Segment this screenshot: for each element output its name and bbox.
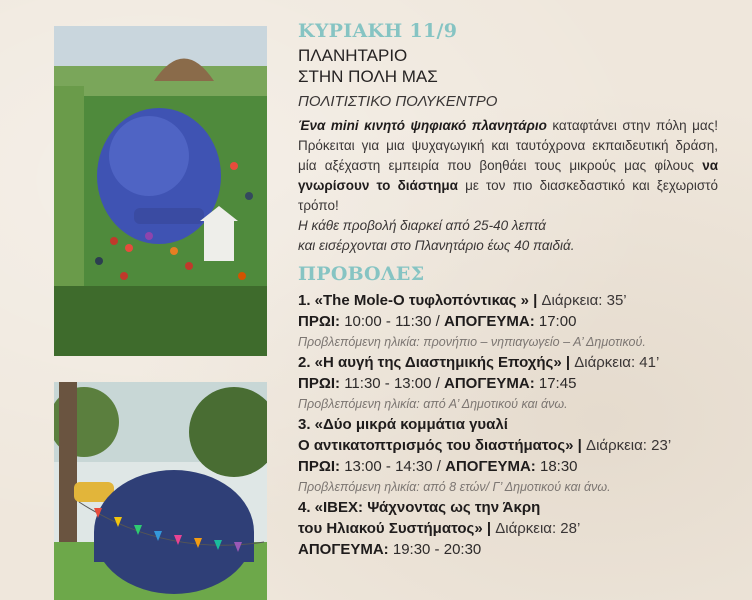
intro-text: καταφτάνει στην πόλη μας! Πρόκειται για μια ψυχαγωγική και ταυτόχρονα εκπαιδευτική δράση, μία αξέχαστη εμπειρία που βοηθάει τους μικρούς μας φίλους xyxy=(298,118,718,173)
planetarium-dome-photo xyxy=(54,382,267,600)
time-separator: / xyxy=(432,458,446,475)
screening-duration: Διάρκεια: 35’ xyxy=(541,292,627,309)
screening-item xyxy=(298,414,718,497)
screening-duration: Διάρκεια: 41’ xyxy=(574,354,660,371)
evening-time: 17:00 xyxy=(534,313,577,330)
screening-times xyxy=(298,456,718,477)
screening-age: Προβλεπόμενη ηλικία: από Α’ Δημοτικού και άνω. xyxy=(298,397,568,411)
planetarium-dome-illustration xyxy=(54,382,267,600)
screening-age: Προβλεπόμενη ηλικία: προνήπιο – νηπιαγωγείο – Α’ Δημοτικού. xyxy=(298,335,646,349)
screening-title: 3. «Δύο μικρά κομμάτια γυαλί xyxy=(298,416,508,433)
planetarium-aerial-illustration xyxy=(54,26,267,356)
evening-label: ΑΠΟΓΕΥΜΑ: xyxy=(444,375,535,392)
screening-title-line xyxy=(298,497,718,518)
intro-capacity-note: και εισέρχονται στο Πλανητάριο έως 40 παιδιά. xyxy=(298,238,575,253)
title-separator: | xyxy=(528,292,542,309)
screening-age: Προβλεπόμενη ηλικία: από 8 ετών/ Γ’ Δημοτικού και άνω. xyxy=(298,480,611,494)
evening-time: 19:30 - 20:30 xyxy=(388,541,482,558)
screening-title: 2. «Η αυγή της Διαστημικής Εποχής» xyxy=(298,354,562,371)
screening-times xyxy=(298,373,718,394)
event-description xyxy=(298,116,718,256)
screening-item xyxy=(298,352,718,414)
screening-times xyxy=(298,311,718,332)
event-date: ΚΥΡΙΑΚΗ 11/9 xyxy=(298,20,458,42)
screening-title: 4. «IBEX: Ψάχνοντας ως την Άκρη xyxy=(298,499,541,516)
screening-item xyxy=(298,290,718,352)
morning-time: 11:30 - 13:00 xyxy=(340,375,432,392)
evening-label: ΑΠΟΓΕΥΜΑ: xyxy=(444,313,535,330)
title-separator: | xyxy=(482,520,496,537)
screening-times xyxy=(298,539,718,560)
event-title xyxy=(298,45,718,87)
evening-label: ΑΠΟΓΕΥΜΑ: xyxy=(445,458,536,475)
screening-title-line xyxy=(298,435,718,456)
time-separator: / xyxy=(431,313,445,330)
time-separator: / xyxy=(431,375,445,392)
evening-time: 18:30 xyxy=(535,458,578,475)
intro-highlight: Ένα mini κινητό ψηφιακό πλανητάριο xyxy=(298,118,547,133)
screenings-heading: ΠΡΟΒΟΛΕΣ xyxy=(298,263,425,285)
morning-time: 10:00 - 11:30 xyxy=(340,313,432,330)
event-title-line1: ΠΛΑΝΗΤΑΡΙΟ xyxy=(298,46,408,65)
screening-title-line xyxy=(298,414,718,435)
screening-duration: Διάρκεια: 23’ xyxy=(586,437,672,454)
screening-duration: Διάρκεια: 28’ xyxy=(495,520,581,537)
event-venue: ΠΟΛΙΤΙΣΤΙΚΟ ΠΟΛΥΚΕΝΤΡΟ xyxy=(298,93,498,110)
morning-label: ΠΡΩΙ: xyxy=(298,375,341,392)
evening-time: 17:45 xyxy=(534,375,577,392)
screenings-list xyxy=(298,290,718,560)
morning-label: ΠΡΩΙ: xyxy=(298,458,341,475)
title-separator: | xyxy=(561,354,575,371)
title-separator: | xyxy=(573,437,587,454)
screening-item xyxy=(298,497,718,560)
screening-title-line xyxy=(298,518,718,539)
intro-highlight-2: να γνωρίσουν το διάστημα xyxy=(298,158,718,193)
intro-duration-note: Η κάθε προβολή διαρκεί από 25-40 λεπτά xyxy=(298,218,547,233)
screening-title-cont: Ο αντικατοπτρισμός του διαστήματος» xyxy=(298,437,574,454)
intro-text-2: με τον πιο διασκεδαστικό και ξεχωριστό τρόπο! xyxy=(298,178,718,213)
screening-title-line xyxy=(298,290,718,311)
evening-label: ΑΠΟΓΕΥΜΑ: xyxy=(298,541,389,558)
screening-title: 1. «The Mole-O τυφλοπόντικας » xyxy=(298,292,529,309)
screening-title-cont: του Ηλιακού Συστήματος» xyxy=(298,520,483,537)
morning-label: ΠΡΩΙ: xyxy=(298,313,341,330)
morning-time: 13:00 - 14:30 xyxy=(340,458,433,475)
event-info-column xyxy=(298,20,718,560)
screening-title-line xyxy=(298,352,718,373)
planetarium-aerial-photo xyxy=(54,26,267,356)
event-title-line2: ΣΤΗΝ ΠΟΛΗ ΜΑΣ xyxy=(298,67,438,86)
